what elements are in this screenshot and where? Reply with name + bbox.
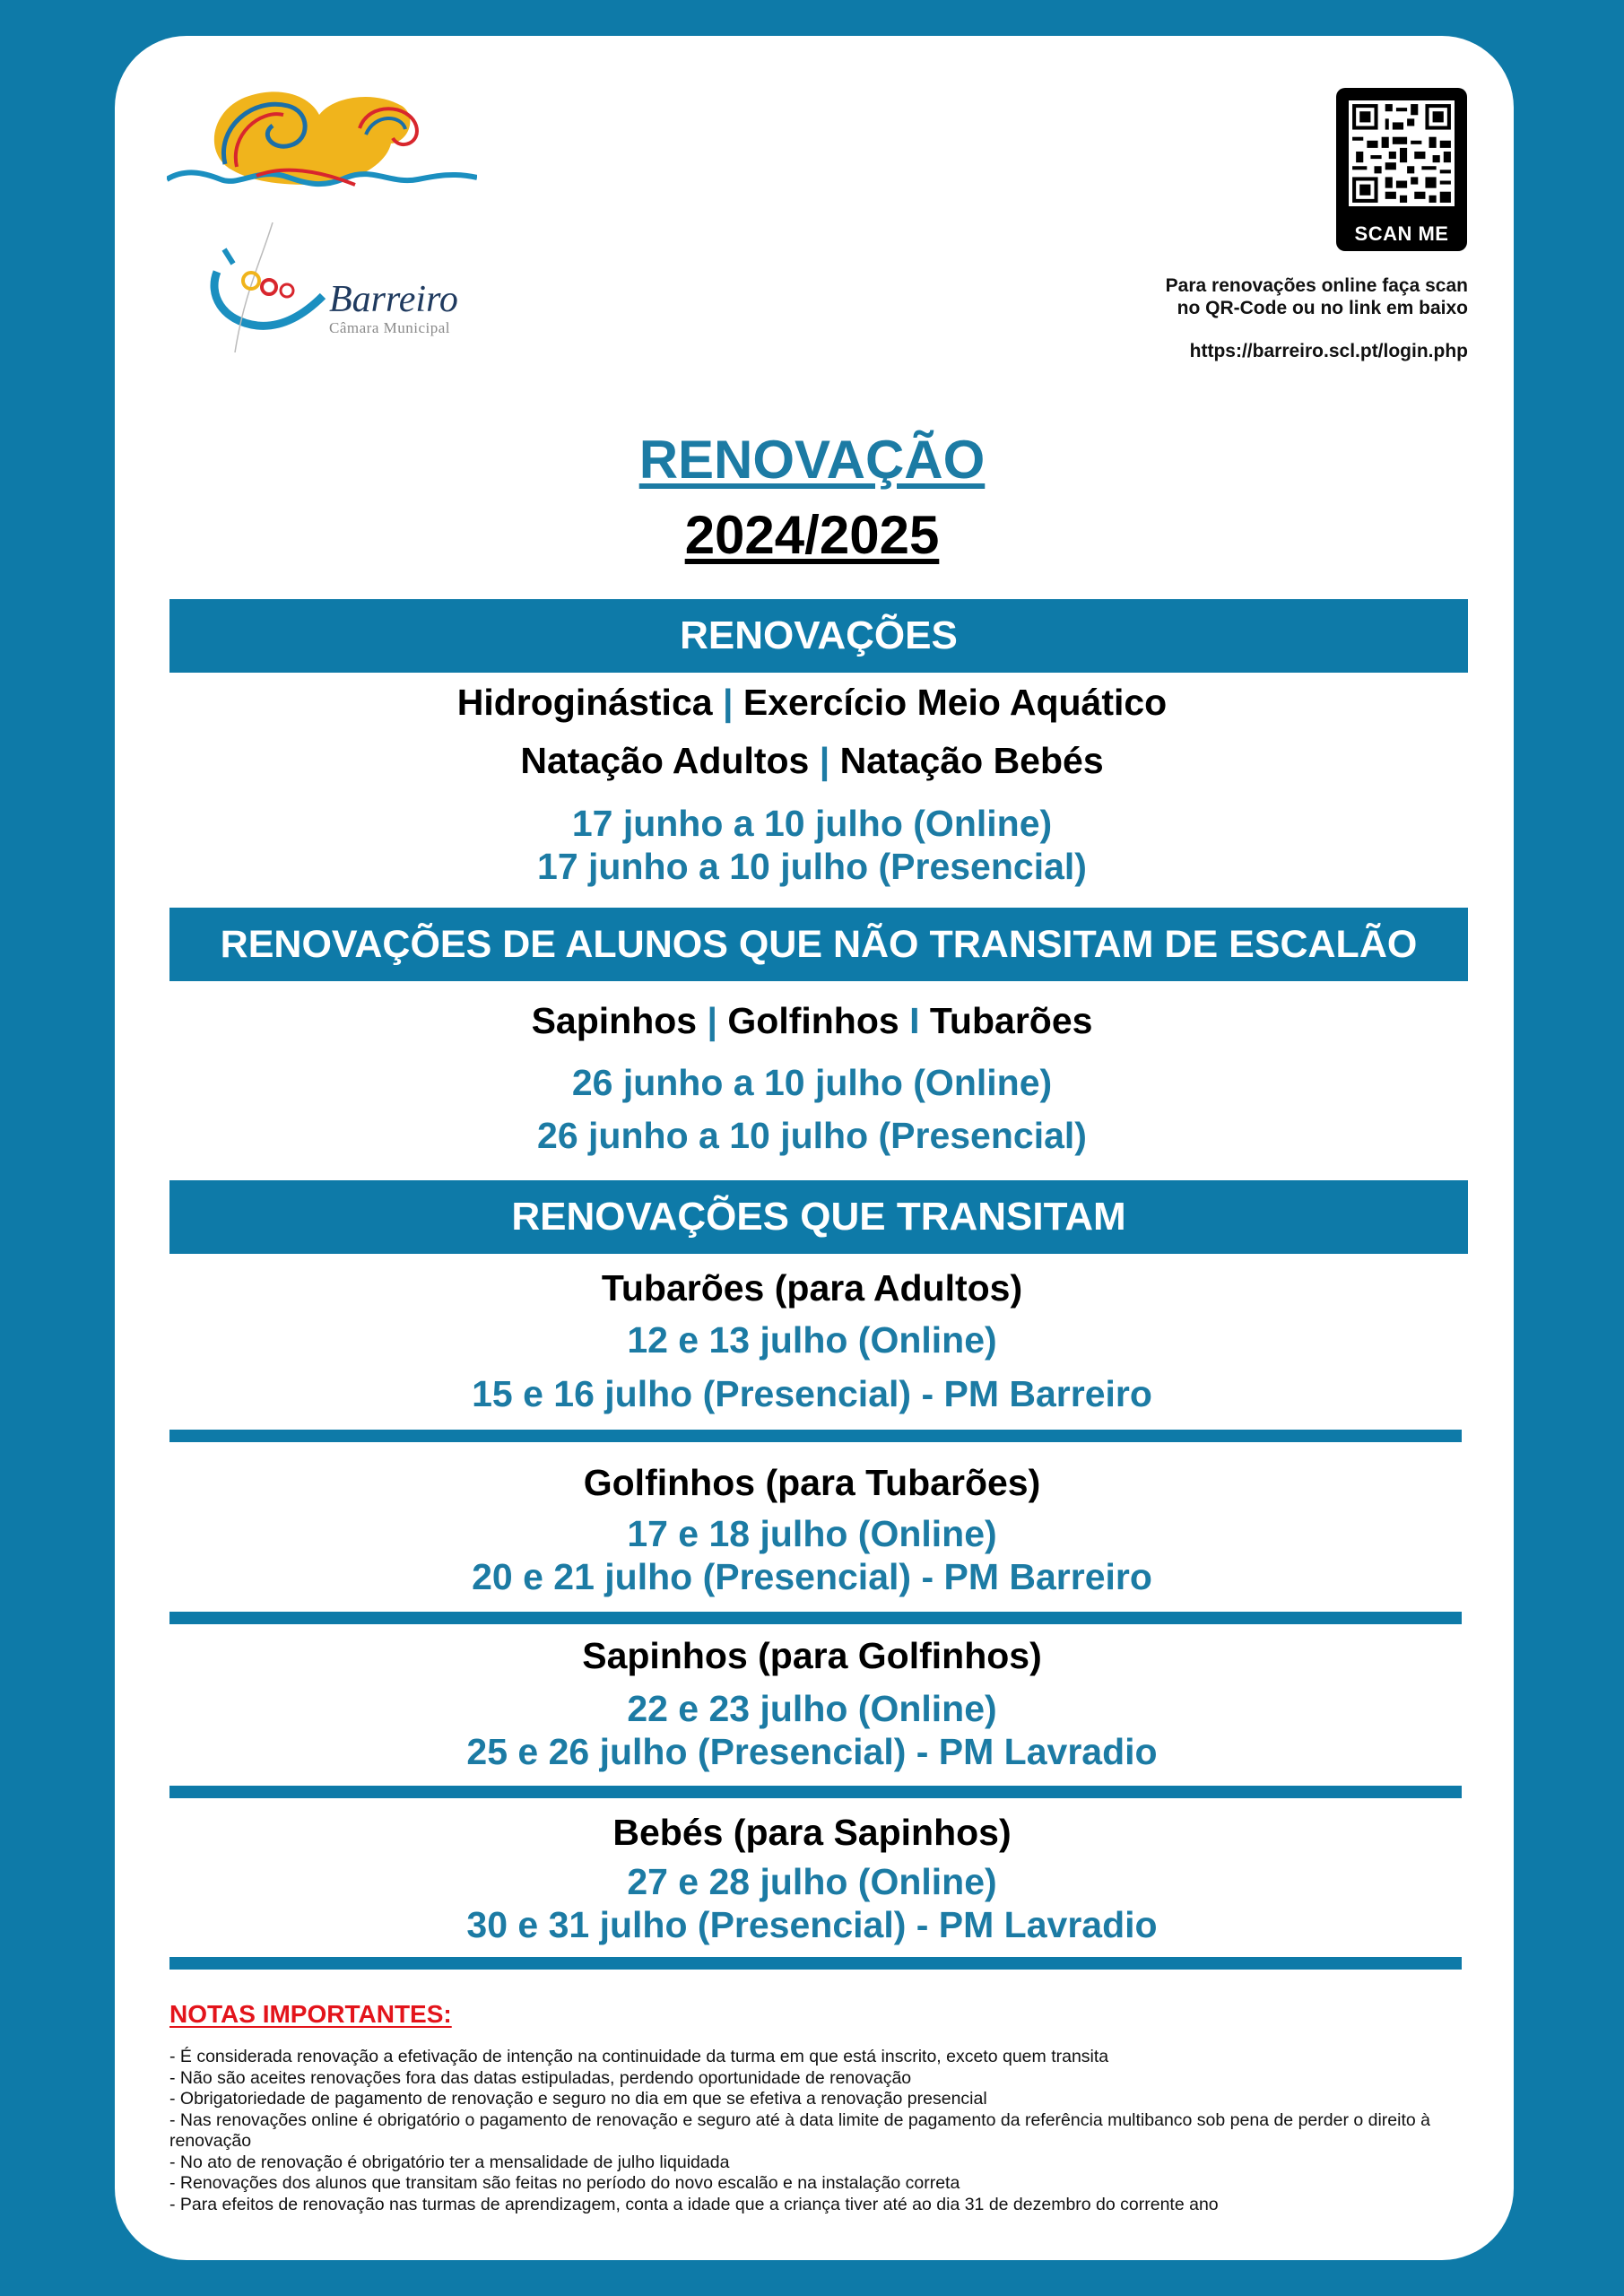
brand-name: Barreiro <box>329 279 458 320</box>
divider <box>169 1786 1462 1798</box>
activities-line-1 <box>0 682 1624 724</box>
separator: | <box>707 1000 717 1041</box>
group-golfinhos: Golfinhos <box>727 1000 899 1041</box>
group-title-golfinhos: Golfinhos (para Tubarões) <box>583 1462 1041 1503</box>
section-header-transitam: RENOVAÇÕES QUE TRANSITAM <box>169 1180 1468 1254</box>
brand-subtitle: Câmara Municipal <box>329 319 450 336</box>
section-header-nao-transitam: RENOVAÇÕES DE ALUNOS QUE NÃO TRANSITAM DE ESCALÃO <box>169 908 1468 981</box>
separator: I <box>909 1000 920 1041</box>
swimmer-logo <box>167 79 477 204</box>
group-tubaroes-online: 12 e 13 julho (Online) <box>627 1319 997 1361</box>
section2-online-dates: 26 junho a 10 julho (Online) <box>571 1062 1053 1103</box>
group-tubaroes-presencial: 15 e 16 julho (Presencial) - PM Barreiro <box>472 1373 1152 1414</box>
groups-line <box>0 1000 1624 1042</box>
group-title-tubaroes: Tubarões (para Adultos) <box>601 1267 1023 1309</box>
group-sapinhos: Sapinhos <box>531 1000 698 1041</box>
activities-line-2 <box>0 740 1624 782</box>
separator: | <box>722 682 734 723</box>
note-item: - Não são aceites renovações fora das datas estipuladas, perdendo oportunidade de renovação <box>169 2067 912 2088</box>
group-bebes-presencial: 30 e 31 julho (Presencial) - PM Lavradio <box>466 1904 1158 1945</box>
barreiro-logo <box>208 222 468 352</box>
section-header-renovacoes: RENOVAÇÕES <box>169 599 1468 673</box>
note-item: - Nas renovações online é obrigatório o pagamento de renovação e seguro até à data limite de pagamento da referência multibanco sob pena de perder o direito à renovação <box>169 2109 1430 2151</box>
barreiro-emblem-icon <box>208 222 329 352</box>
divider <box>169 1957 1462 1970</box>
note-item: - No ato de renovação é obrigatório ter a mensalidade de julho liquidada <box>169 2152 730 2172</box>
activity-natacao-bebes: Natação Bebés <box>839 740 1104 781</box>
group-title-sapinhos: Sapinhos (para Golfinhos) <box>582 1635 1042 1676</box>
note-item: - Renovações dos alunos que transitam são feitas no período do novo escalão e na instalação correta <box>169 2173 960 2193</box>
group-sapinhos-online: 22 e 23 julho (Online) <box>627 1688 997 1729</box>
divider <box>169 1430 1462 1442</box>
note-item: - Para efeitos de renovação nas turmas de aprendizagem, conta a idade que a criança tiver até ao dia 31 de dezembro do corrente ano <box>169 2194 1219 2214</box>
section1-online-dates: 17 junho a 10 julho (Online) <box>571 803 1053 844</box>
divider <box>169 1612 1462 1624</box>
group-golfinhos-online: 17 e 18 julho (Online) <box>627 1513 997 1554</box>
qr-note-line1: Para renovações online faça scan <box>1165 275 1468 296</box>
notes-list <box>169 2047 1470 2215</box>
separator: | <box>819 740 830 781</box>
qr-scan-label: SCAN ME <box>1354 222 1449 245</box>
notes-title: NOTAS IMPORTANTES: <box>169 2000 452 2028</box>
qr-note-line2: no QR-Code ou no link em baixo <box>1177 298 1468 318</box>
qr-instructions <box>1166 274 1468 319</box>
qr-code[interactable] <box>1336 88 1467 251</box>
login-link[interactable]: https://barreiro.scl.pt/login.php <box>1189 341 1468 361</box>
group-bebes-online: 27 e 28 julho (Online) <box>627 1861 997 1902</box>
activity-hidroginastica: Hidroginástica <box>456 682 713 723</box>
group-golfinhos-presencial: 20 e 21 julho (Presencial) - PM Barreiro <box>472 1556 1152 1597</box>
group-tubaroes: Tubarões <box>929 1000 1093 1041</box>
section1-presencial-dates: 17 junho a 10 julho (Presencial) <box>537 846 1087 887</box>
qr-code-icon <box>1349 100 1455 206</box>
season-year: 2024/2025 <box>684 505 940 565</box>
note-item: - Obrigatoriedade de pagamento de renovação e seguro no dia em que se efetiva a renovação presencial <box>169 2089 987 2109</box>
activity-exercicio-meio-aquatico: Exercício Meio Aquático <box>743 682 1168 723</box>
section2-presencial-dates: 26 junho a 10 julho (Presencial) <box>537 1115 1087 1156</box>
group-title-bebes: Bebés (para Sapinhos) <box>612 1812 1012 1853</box>
group-sapinhos-presencial: 25 e 26 julho (Presencial) - PM Lavradio <box>466 1731 1158 1772</box>
page-title: RENOVAÇÃO <box>638 430 986 490</box>
activity-natacao-adultos: Natação Adultos <box>520 740 810 781</box>
note-item: - É considerada renovação a efetivação de intenção na continuidade da turma em que está inscrito, exceto quem transita <box>169 2047 1109 2066</box>
